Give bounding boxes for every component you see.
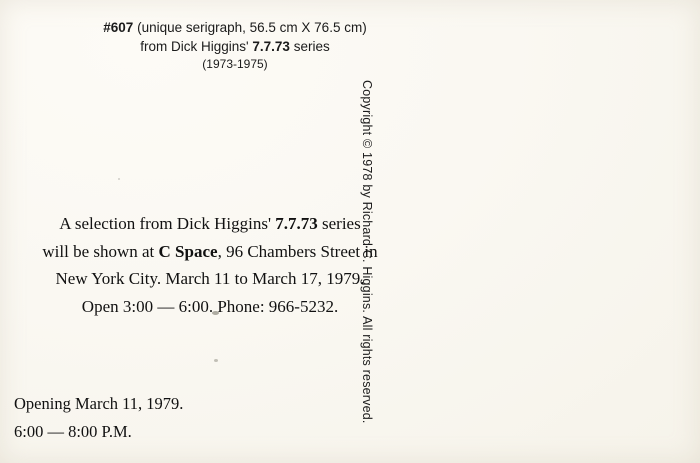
credit-line-2 bbox=[0, 37, 470, 56]
credit-line-2-post: series bbox=[289, 39, 330, 55]
artwork-credit-block bbox=[0, 18, 470, 73]
copyright-notice: Copyright © 1978 by Richard C. Higgins. All rights reserved. bbox=[360, 80, 374, 424]
announcement-line-3-dates: New York City. March 11 to March 17, 1979. bbox=[55, 269, 365, 289]
opening-time: 6:00 — 8:00 P.M. bbox=[14, 421, 132, 441]
announcement-line-4-hours-phone: Open 3:00 — 6:00. Phone: 966-5232. bbox=[81, 296, 339, 316]
announcement-line-2-post: , 96 Chambers Street in bbox=[217, 241, 378, 261]
series-title-body: 7.7.73 bbox=[275, 214, 318, 233]
announcement-line-1-post: series bbox=[317, 214, 361, 233]
credit-line-1-rest: (unique serigraph, 56.5 cm X 76.5 cm) bbox=[133, 20, 367, 35]
edition-number: #607 bbox=[103, 20, 134, 35]
series-title-header: 7.7.73 bbox=[252, 39, 290, 55]
announcement-line-1 bbox=[0, 210, 420, 238]
credit-line-2-pre: from Dick Higgins' bbox=[140, 39, 253, 55]
credit-line-3-years: (1973-1975) bbox=[202, 57, 268, 72]
announcement-line-2-pre: will be shown at bbox=[42, 241, 159, 261]
opening-date: Opening March 11, 1979. bbox=[14, 394, 184, 414]
credit-line-1 bbox=[0, 18, 470, 37]
paper-speck bbox=[118, 178, 120, 180]
venue-name: C Space bbox=[158, 241, 218, 261]
announcement-line-1-pre: A selection from Dick Higgins' bbox=[59, 214, 276, 233]
exhibition-announcement bbox=[0, 210, 420, 320]
paper-speck bbox=[214, 359, 218, 362]
opening-details bbox=[14, 390, 183, 445]
announcement-line-2 bbox=[0, 238, 420, 266]
